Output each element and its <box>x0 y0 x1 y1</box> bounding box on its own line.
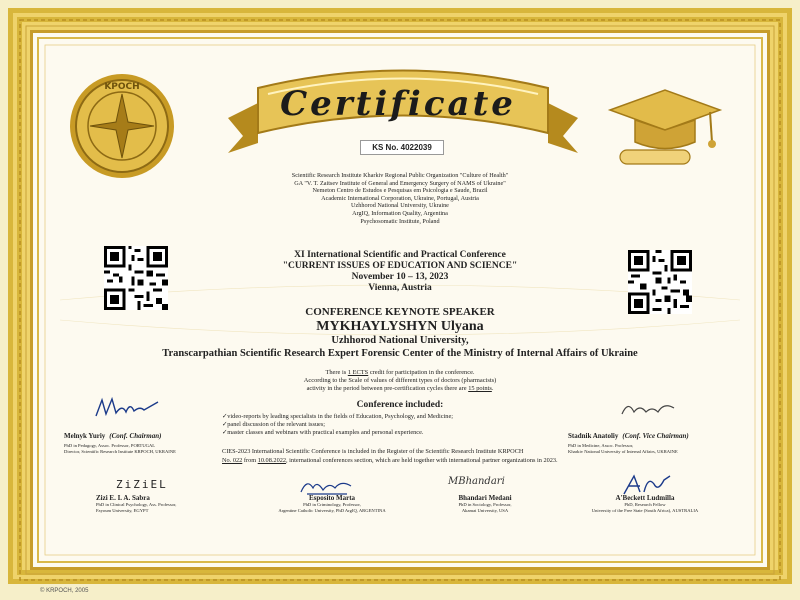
speaker-affiliation-1: Uzhhorod National University, <box>331 335 469 346</box>
signer-detail: University of the Free State (South Africa), AUSTRALIA <box>591 507 699 513</box>
register-text: , international conferences section, which are held together with international partner organizations in 2023. <box>286 456 558 464</box>
organization-line: ArgIQ, Information Quality, Argentina <box>352 209 448 217</box>
graduation-cap-icon <box>600 80 730 175</box>
credit-text: There is <box>325 369 348 376</box>
signer-detail: Akamai University, USA <box>461 507 509 513</box>
speaker-name: MYKHAYLYSHYN Ulyana <box>316 319 484 334</box>
signer-detail: Kharkiv National University of Internal Affairs, UKRAINE <box>568 448 678 454</box>
credit-scale-text: According to the Scale of values of different types of doctors (pharmacists) <box>303 377 497 384</box>
points-value: 15 points <box>468 385 492 392</box>
signer-detail: PhD in Criminology, Professor, <box>303 502 361 507</box>
register-text: from <box>242 456 258 464</box>
speaker-role: CONFERENCE KEYNOTE SPEAKER <box>305 306 495 318</box>
organizations-list <box>240 172 560 225</box>
speaker-affiliation-2: Transcarpathian Scientific Research Expert Forensic Center of the Ministry of Internal Affairs of Ukraine <box>162 348 638 359</box>
handwritten-signature-icon <box>618 398 678 422</box>
handwritten-signature-text: ZiZiEL <box>116 478 168 491</box>
ks-number: KS No. 4022039 <box>360 140 444 155</box>
signer-name: Melnyk Yuriy <box>64 432 106 440</box>
signer-detail: PhD, Research Fellow <box>624 502 666 507</box>
list-item: ✓ panel discussion of the relevant issues; <box>222 421 522 429</box>
signer-role: (Conf. Vice Chairman) <box>622 432 689 440</box>
conference-place: Vienna, Austria <box>368 283 432 293</box>
gold-seal-icon <box>68 72 176 180</box>
included-title: Conference included: <box>356 400 444 410</box>
signer-detail: PhD in Pedagogy, Assoc. Professor, PORTUGAL <box>64 443 156 448</box>
register-number: No. 022 <box>222 456 243 464</box>
conference-theme: "CURRENT ISSUES OF EDUCATION AND SCIENCE" <box>282 261 518 271</box>
signer-name: Bhandari Medani <box>458 494 512 502</box>
signer-role: (Conf. Chairman) <box>109 432 162 440</box>
included-list <box>222 413 522 438</box>
signer-detail: PhD in Clinical Psychology, Ass. Professor, <box>96 502 177 507</box>
certificate-title: Certificate <box>280 84 516 124</box>
conference-dates: November 10 – 13, 2023 <box>351 272 449 282</box>
list-item: ✓ master classes and webinars with practical examples and personal experience. <box>222 429 522 437</box>
conference-name: XI International Scientific and Practical Conference <box>294 250 506 260</box>
signer-detail: PhD in Sociology, Professor, <box>458 502 512 507</box>
organization-line: Nemeton Centro de Estudos e Pesquisas em Psicologia e Saude, Brazil <box>312 187 488 195</box>
credit-text: activity in the period between pre-certification cycles there are <box>306 385 469 392</box>
handwritten-signature-icon <box>92 396 162 422</box>
speaker-block <box>150 306 650 360</box>
signer-detail: Director, Scientific Research Institute KRPOCH, UKRAINE <box>64 448 176 454</box>
signer-detail: Fayoum University, EGYPT <box>96 507 149 513</box>
register-info <box>222 448 622 465</box>
signer-name: Stadnik Anatoliy <box>568 432 619 440</box>
signer-detail: PhD in Medicine, Assoc. Professor, <box>568 443 634 448</box>
organization-line: Scientific Research Institute Kharkiv Regional Public Organization "Culture of Health" <box>291 172 509 179</box>
organization-line: Uzhhorod National University, Ukraine <box>351 202 449 210</box>
signer-detail: Argentine Catholic University, PhD ArgIQ, ARGENTINA <box>278 507 386 513</box>
signer-name: Esposito Marta <box>308 494 356 502</box>
organization-line: Academic International Corporation, Ukraine, Portugal, Austria <box>321 194 479 202</box>
credit-text: credit for participation in the conference. <box>368 369 475 376</box>
credit-info <box>250 369 550 393</box>
ects-value: 1 ECTS <box>347 369 369 376</box>
organization-line: GA "V. T. Zaitsev Institute of General and Emergency Surgery of NAMS of Ukraine" <box>294 179 506 187</box>
credit-text: . <box>491 385 494 392</box>
signer-name: Zizi E. I. A. Sabra <box>96 494 150 502</box>
qr-code-left-icon[interactable] <box>104 246 168 310</box>
handwritten-signature-text: MBhandari <box>448 476 505 487</box>
copyright-footer: © KRPOCH, 2005 <box>40 588 89 594</box>
seal-text: KPOCH <box>104 82 140 92</box>
organization-line: Psychosomatic Institute, Poland <box>360 217 440 225</box>
qr-code-right-icon[interactable] <box>628 250 692 314</box>
register-text: CIES-2023 International Scientific Conference is included in the Register of the Scientific Research Institute KRPOCH <box>222 448 524 455</box>
conference-info <box>220 250 580 294</box>
signer-name: A'Beckett Ludmilla <box>615 494 675 502</box>
register-date: 10.08.2022 <box>257 456 287 464</box>
list-item: ✓ video-reports by leading specialists in the fields of Education, Psychology, and Medicine; <box>222 413 522 421</box>
